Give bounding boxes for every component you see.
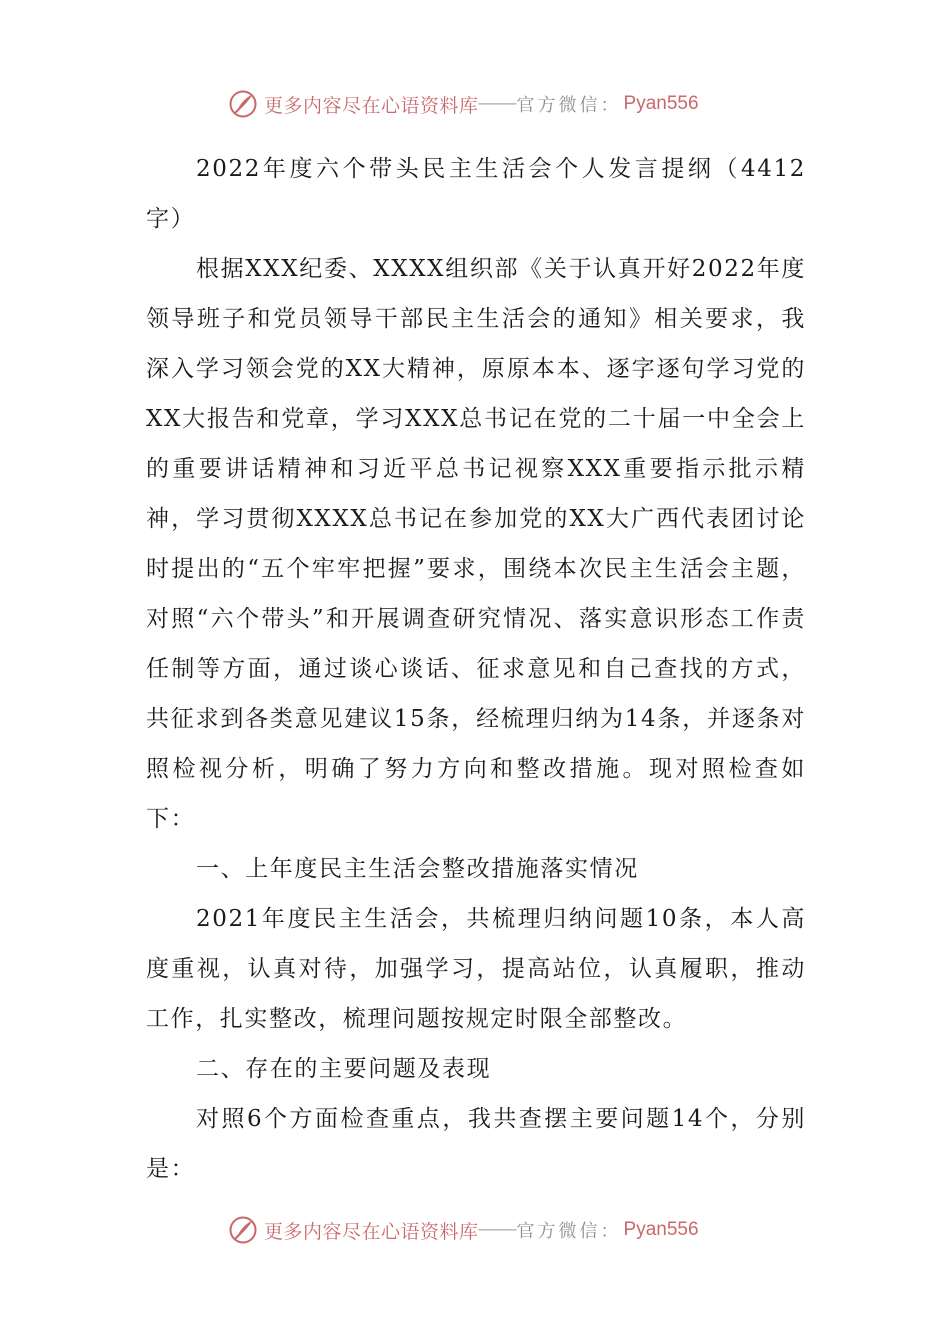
section-2-heading: 二、存在的主要问题及表现 (196, 1056, 492, 1082)
quill-pen-logo-icon (228, 89, 258, 119)
footer-banner (228, 1212, 699, 1248)
header-banner (228, 86, 699, 122)
intro-paragraph: 根据XXX纪委、XXXX组织部《关于认真开好2022年度领导班子和党员领导干部民主生活会的通知》相关要求，我深入学习领会党的XX大精神，原原本本、逐字逐句学习党的XX大报告和党章，学习XXX总书记在党的二十届一中全会上的重要讲话精神和习近平总书记视察XXX重要指示批示精神，学习贯彻XXXX总书记在参加党的XX大广西代表团讨论时提出的“五个牢牢把握”要求，围绕本次民主生活会主题，对照“六个带头”和开展调查研究情况、落实意识形态工作责任制等方面，通过谈心谈话、征求意见和自己查找的方式，共征求到各类意见建议15条，经梳理归纳为14条，并逐条对照检视分析，明确了努力方向和整改措施。现对照检查如下： (146, 256, 806, 832)
banner-wechat-id: Pyan556 (623, 93, 699, 114)
banner-dash: —— (478, 1219, 517, 1240)
section-2-paragraph: 对照6个方面检查重点，我共查摆主要问题14个，分别是： (146, 1106, 806, 1182)
banner-slogan: 更多内容尽在心语资料库 (264, 94, 479, 117)
section-1-heading: 一、上年度民主生活会整改措施落实情况 (196, 856, 639, 882)
document-title: 2022年度六个带头民主生活会个人发言提纲（4412字） (146, 156, 806, 232)
banner-wechat-id: Pyan556 (623, 1219, 699, 1240)
banner-dash: —— (478, 93, 517, 114)
quill-pen-logo-icon (228, 1215, 258, 1245)
document-body (146, 144, 806, 1194)
banner-slogan: 更多内容尽在心语资料库 (264, 1220, 479, 1243)
section-1-paragraph: 2021年度民主生活会，共梳理归纳问题10条，本人高度重视，认真对待，加强学习，提高站位，认真履职，推动工作，扎实整改，梳理问题按规定时限全部整改。 (146, 906, 806, 1032)
banner-wechat-label: 官方微信： (516, 1221, 622, 1242)
banner-wechat-label: 官方微信： (516, 95, 622, 116)
